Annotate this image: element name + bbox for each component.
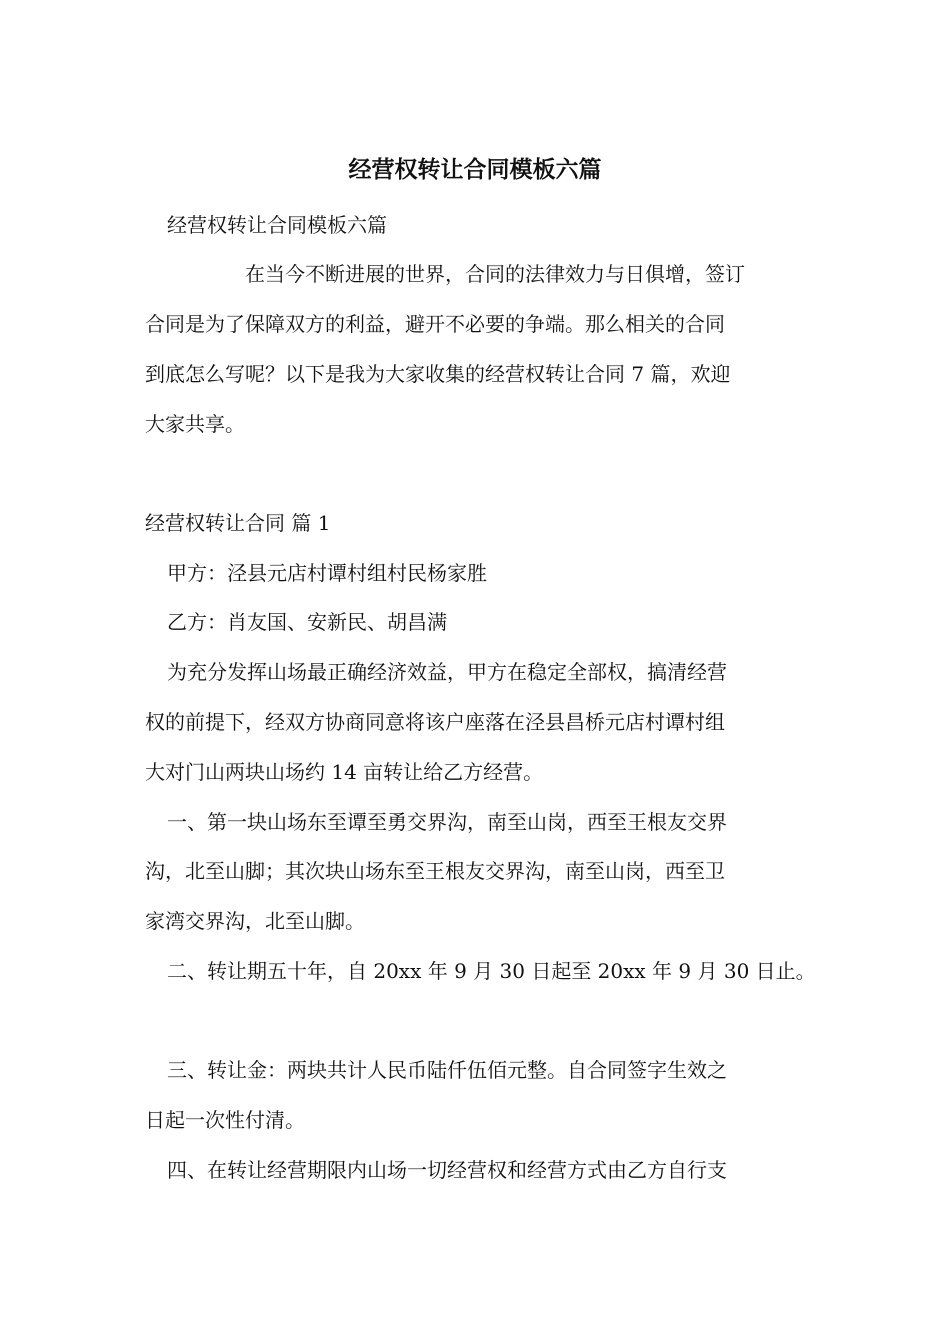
intro-line-1: 在当今不断进展的世界，合同的法律效力与日俱增，签订 [245, 262, 745, 286]
clause-4-line-1: 四、在转让经营期限内山场一切经营权和经营方式由乙方自行支 [167, 1158, 727, 1182]
clause-1-line-3: 家湾交界沟，北至山脚。 [145, 909, 365, 933]
clause-1-line-2: 沟，北至山脚；其次块山场东至王根友交界沟，南至山岗，西至卫 [145, 859, 725, 883]
clause-3-line-1: 三、转让金：两块共计人民币陆仟伍佰元整。自合同签字生效之 [167, 1058, 727, 1082]
purpose-line-3: 大对门山两块山场约 14 亩转让给乙方经营。 [145, 760, 544, 784]
purpose-line-2: 权的前提下，经双方协商同意将该户座落在泾县昌桥元店村谭村组 [145, 710, 725, 734]
subtitle-line: 经营权转让合同模板六篇 [167, 213, 387, 237]
clause-3-line-2: 日起一次性付清。 [145, 1108, 305, 1132]
party-a-line: 甲方：泾县元店村谭村组村民杨家胜 [167, 561, 487, 585]
intro-line-2: 合同是为了保障双方的利益，避开不必要的争端。那么相关的合同 [145, 312, 725, 336]
intro-line-4: 大家共享。 [145, 412, 245, 436]
clause-2-line: 二、转让期五十年，自 20xx 年 9 月 30 日起至 20xx 年 9 月 30 日止。 [167, 959, 816, 983]
purpose-line-1: 为充分发挥山场最正确经济效益，甲方在稳定全部权，搞清经营 [167, 660, 727, 684]
intro-line-3: 到底怎么写呢？以下是我为大家收集的经营权转让合同 7 篇，欢迎 [145, 362, 731, 386]
party-b-line: 乙方：肖友国、安新民、胡昌满 [167, 610, 447, 634]
document-title: 经营权转让合同模板六篇 [348, 157, 602, 183]
section-heading: 经营权转让合同 篇 1 [145, 511, 331, 535]
clause-1-line-1: 一、第一块山场东至谭至勇交界沟，南至山岗，西至王根友交界 [167, 810, 727, 834]
